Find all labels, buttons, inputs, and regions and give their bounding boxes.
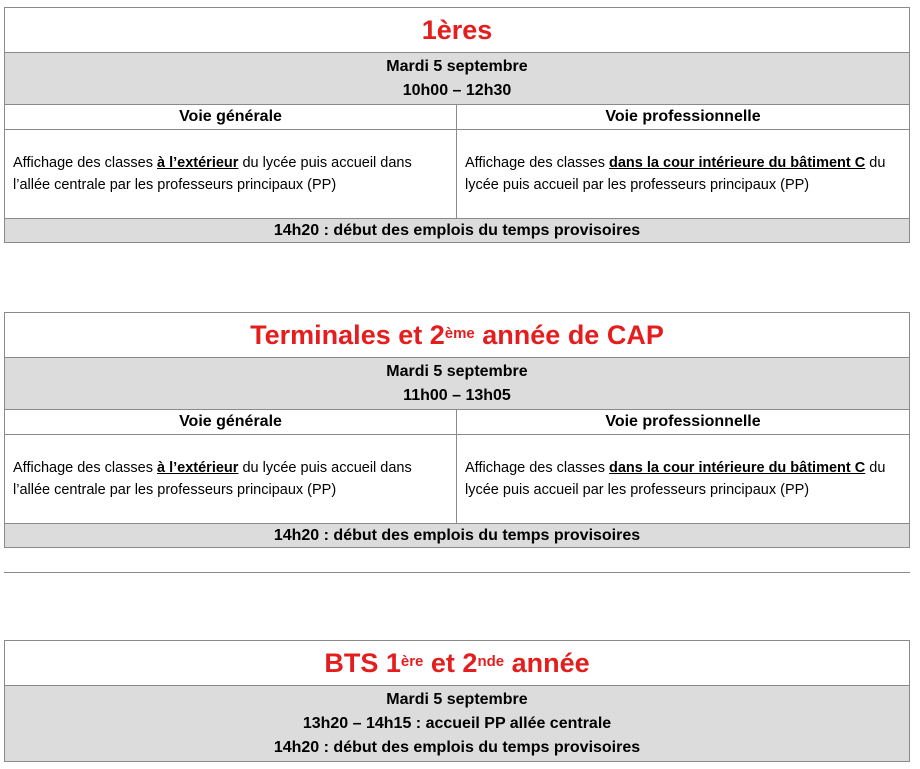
pathway-columns: [5, 105, 909, 219]
section-title: Terminales et 2ème année de CAP: [5, 313, 909, 358]
time-range: 10h00 – 12h30: [402, 82, 512, 99]
date-label: Mardi 5 septembre: [386, 691, 528, 708]
column-header: Voie générale: [5, 105, 456, 130]
column-description: Affichage des classes à l’extérieur du lycée puis accueil dans l’allée centrale par les professeurs principaux (PP): [5, 130, 456, 219]
schedule-table-bts: [4, 640, 910, 762]
date-label: Mardi 5 septembre: [386, 58, 528, 75]
footer-note: 14h20 : début des emplois du temps provisoires: [5, 524, 909, 547]
column-header: Voie professionnelle: [457, 105, 909, 130]
date-label: Mardi 5 septembre: [386, 363, 528, 380]
time-range: 11h00 – 13h05: [403, 387, 511, 404]
column-description: Affichage des classes dans la cour intérieure du bâtiment C du lycée puis accueil par les professeurs principaux (PP): [457, 130, 909, 219]
date-time-row: [5, 358, 909, 410]
general-pathway-column: [5, 105, 457, 219]
location-emphasis: à l’extérieur: [157, 155, 239, 171]
section-title: [5, 8, 909, 53]
date-time-row: [5, 53, 909, 105]
schedule-table-terminales: [4, 312, 910, 548]
professional-pathway-column: [457, 105, 909, 219]
column-description: Affichage des classes à l’extérieur du lycée puis accueil dans l’allée centrale par les professeurs principaux (PP): [5, 435, 456, 524]
location-emphasis: dans la cour intérieure du bâtiment C: [609, 155, 866, 171]
footer-note: 14h20 : début des emplois du temps provisoires: [5, 219, 909, 242]
footer-note: 14h20 : début des emplois du temps provisoires: [273, 739, 641, 756]
column-header: Voie générale: [5, 410, 456, 435]
pathway-columns: [5, 410, 909, 524]
schedule-table-premieres: [4, 7, 910, 243]
location-emphasis: dans la cour intérieure du bâtiment C: [609, 460, 866, 476]
section-title: BTS 1ère et 2nde année: [5, 641, 909, 686]
professional-pathway-column: [457, 410, 909, 524]
horizontal-divider: [4, 572, 910, 573]
welcome-time: 13h20 – 14h15 : accueil PP allée centrale: [302, 715, 612, 732]
date-time-row: [5, 686, 909, 761]
title-text: 1ères: [421, 15, 493, 45]
column-description: Affichage des classes dans la cour intérieure du bâtiment C du lycée puis accueil par les professeurs principaux (PP): [457, 435, 909, 524]
column-header: Voie professionnelle: [457, 410, 909, 435]
general-pathway-column: [5, 410, 457, 524]
location-emphasis: à l’extérieur: [157, 460, 239, 476]
